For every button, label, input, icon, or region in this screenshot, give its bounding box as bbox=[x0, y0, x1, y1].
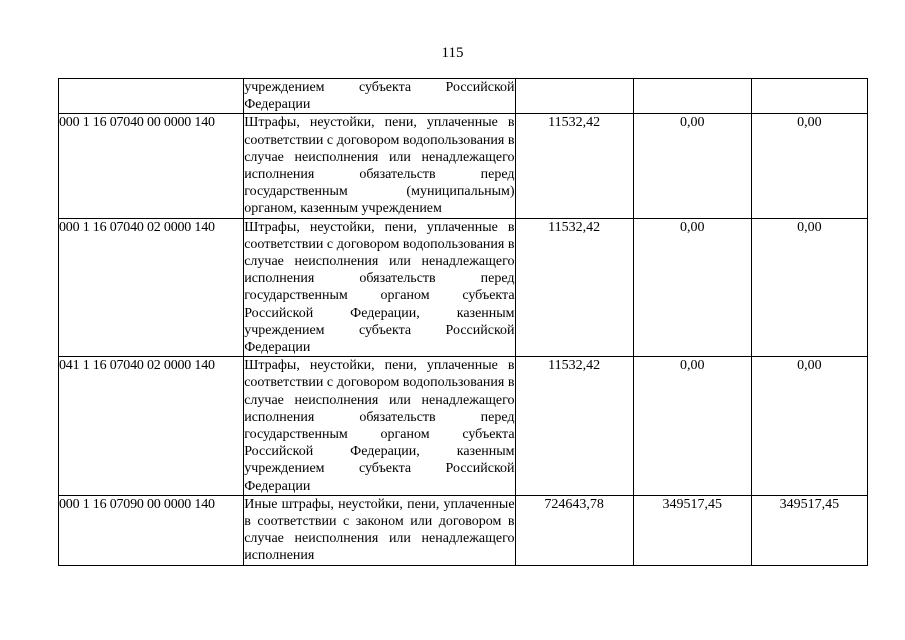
row-value-3: 0,00 bbox=[751, 218, 867, 357]
row-value-1: 11532,42 bbox=[515, 357, 633, 496]
budget-table bbox=[58, 78, 868, 566]
row-description: Иные штрафы, неустойки, пени, уплаченные в соответствии с законом или договором в случае неисполнения или ненадлежащего исполнения bbox=[244, 496, 515, 564]
row-value-2: 0,00 bbox=[633, 218, 751, 357]
table-row bbox=[59, 495, 868, 565]
row-code: 000 1 16 07040 00 0000 140 bbox=[59, 114, 244, 218]
row-description: Штрафы, неустойки, пени, уплаченные в соответствии с договором водопользования в случае неисполнения или ненадлежащего исполнения обязательств перед государственным органом субъекта Российской Федерации, казенным учреждением субъекта Российской Федерации bbox=[244, 219, 515, 356]
row-code: 000 1 16 07040 02 0000 140 bbox=[59, 218, 244, 357]
row-value-3: 0,00 bbox=[751, 357, 867, 496]
table-row bbox=[59, 79, 868, 114]
table-row bbox=[59, 218, 868, 357]
row-value-2: 349517,45 bbox=[633, 495, 751, 565]
row-value-1: 724643,78 bbox=[515, 495, 633, 565]
row-value-2: 0,00 bbox=[633, 114, 751, 218]
row-description: Штрафы, неустойки, пени, уплаченные в соответствии с договором водопользования в случае неисполнения или ненадлежащего исполнения обязательств перед государственным (муниципальным) органом, казенным учреждением bbox=[244, 115, 515, 217]
page-number: 115 bbox=[441, 45, 464, 61]
row-code: 000 1 16 07090 00 0000 140 bbox=[59, 495, 244, 565]
table-row bbox=[59, 114, 868, 218]
row-value-2: 0,00 bbox=[633, 357, 751, 496]
row-description: учреждением субъекта Российской Федерации bbox=[244, 80, 515, 113]
row-value-2 bbox=[633, 79, 751, 114]
table-row bbox=[59, 357, 868, 496]
row-value-3: 349517,45 bbox=[751, 495, 867, 565]
row-value-3: 0,00 bbox=[751, 114, 867, 218]
row-description: Штрафы, неустойки, пени, уплаченные в соответствии с договором водопользования в случае неисполнения или ненадлежащего исполнения обязательств перед государственным органом субъекта Российской Федерации, казенным учреждением субъекта Российской Федерации bbox=[244, 358, 515, 494]
row-value-1: 11532,42 bbox=[515, 218, 633, 357]
row-value-1 bbox=[515, 79, 633, 114]
row-value-3 bbox=[751, 79, 867, 114]
row-code bbox=[59, 79, 244, 114]
row-value-1: 11532,42 bbox=[515, 114, 633, 218]
row-code: 041 1 16 07040 02 0000 140 bbox=[59, 357, 244, 496]
